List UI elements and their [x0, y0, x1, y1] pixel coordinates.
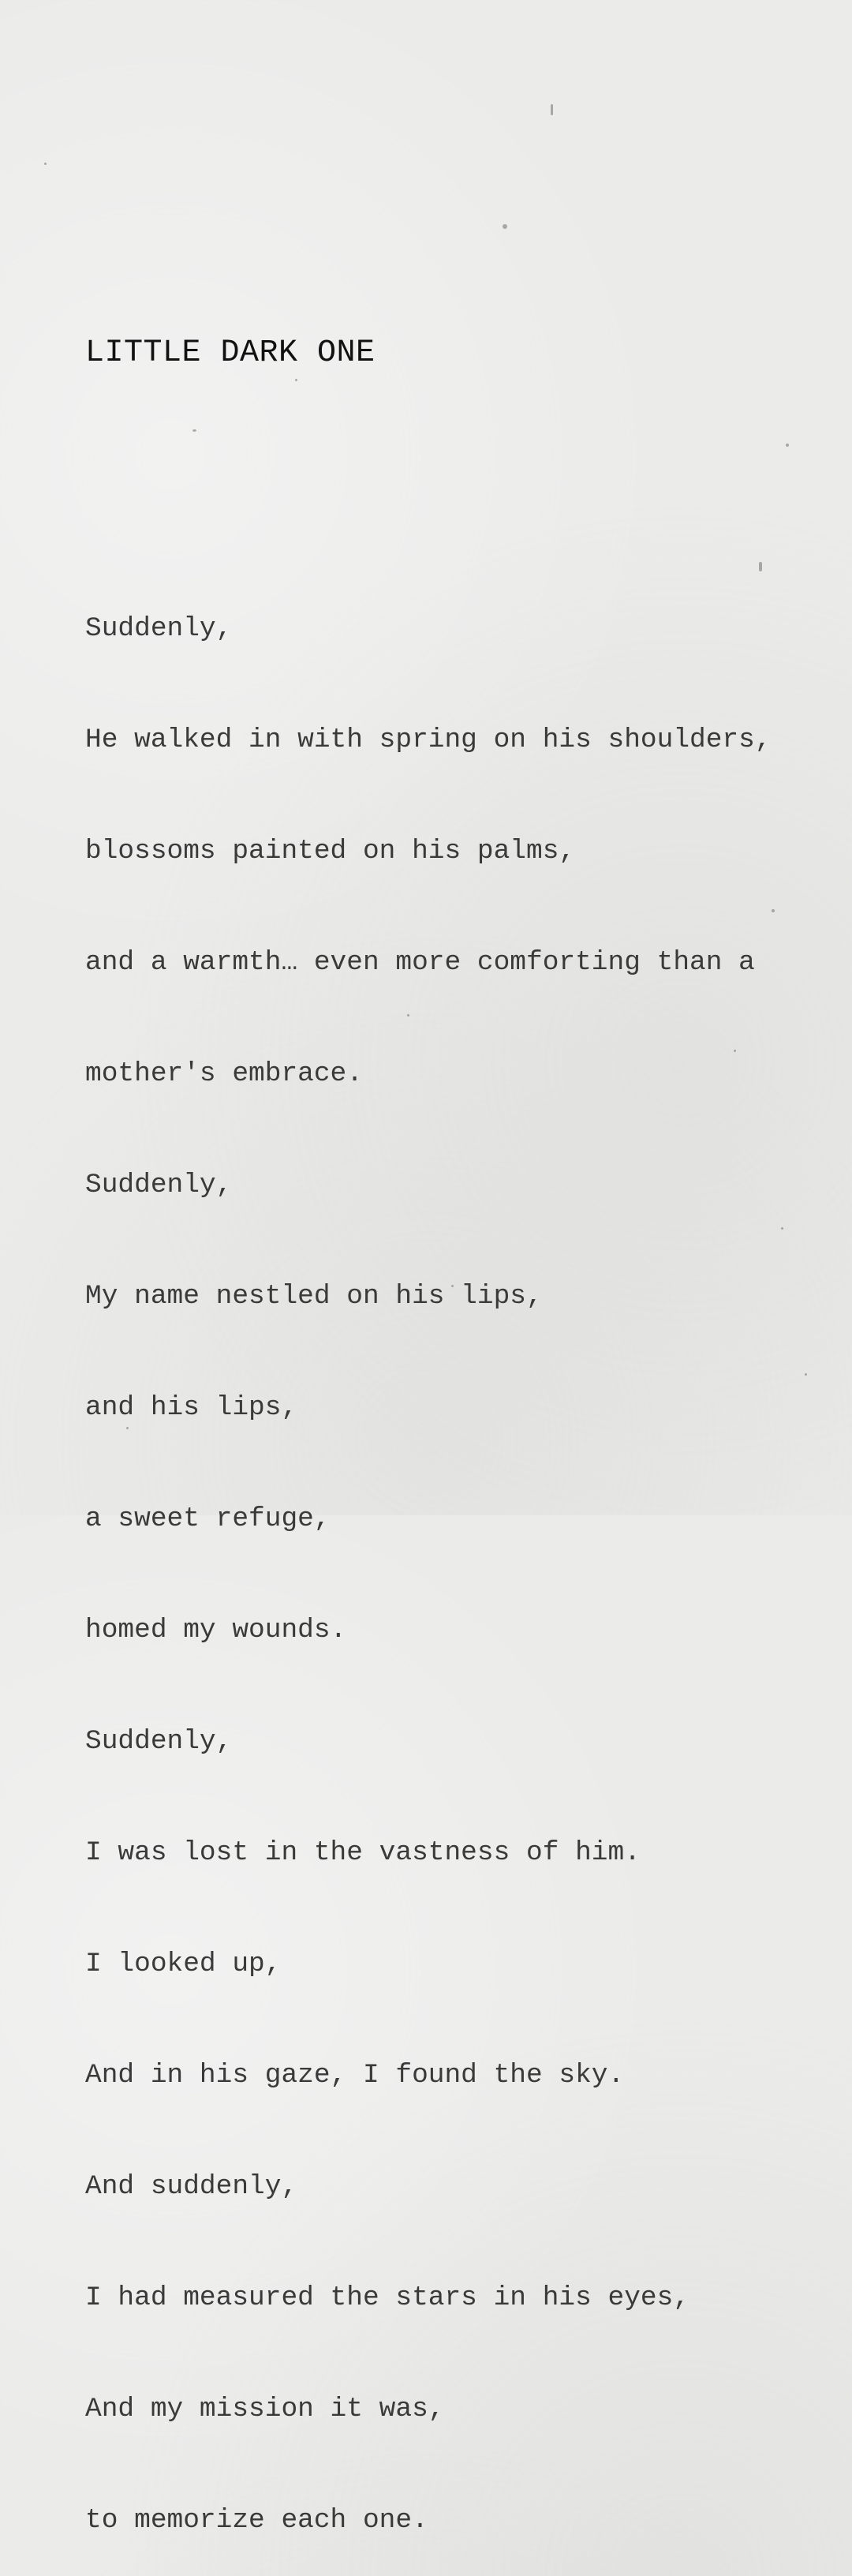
poem-title: LITTLE DARK ONE — [85, 335, 376, 371]
paper-speck — [192, 429, 196, 432]
poem-line: I had measured the stars in his eyes, — [85, 2282, 690, 2313]
poem-line: and his lips, — [85, 1392, 298, 1423]
poem-line: to memorize each one. — [85, 2505, 428, 2536]
poem-line: and a warmth… even more comforting than a — [85, 947, 755, 978]
poem-line: Suddenly, — [85, 613, 233, 644]
poem-line: I looked up, — [85, 1949, 282, 1979]
poem-line: He walked in with spring on his shoulders, — [85, 724, 772, 755]
paper-speck — [551, 104, 553, 115]
poem-line: And my mission it was, — [85, 2394, 445, 2424]
poem-line: blossoms painted on his palms, — [85, 836, 576, 867]
paper-speck — [295, 379, 297, 381]
poem-line: My name nestled on his lips, — [85, 1281, 543, 1312]
poem-line: I was lost in the vastness of him. — [85, 1837, 641, 1868]
poem-line: homed my wounds. — [85, 1615, 347, 1646]
poem-body — [85, 536, 827, 2576]
poem-line: mother's embrace. — [85, 1058, 363, 1089]
paper-speck — [786, 444, 789, 447]
poem-line: And in his gaze, I found the sky. — [85, 2060, 625, 2091]
poem-line: Suddenly, — [85, 1726, 233, 1757]
paper-speck — [503, 224, 507, 229]
paper-speck — [44, 163, 47, 165]
poem-line: And suddenly, — [85, 2171, 298, 2202]
poem-line: a sweet refuge, — [85, 1503, 331, 1534]
poem-line: Suddenly, — [85, 1170, 233, 1200]
